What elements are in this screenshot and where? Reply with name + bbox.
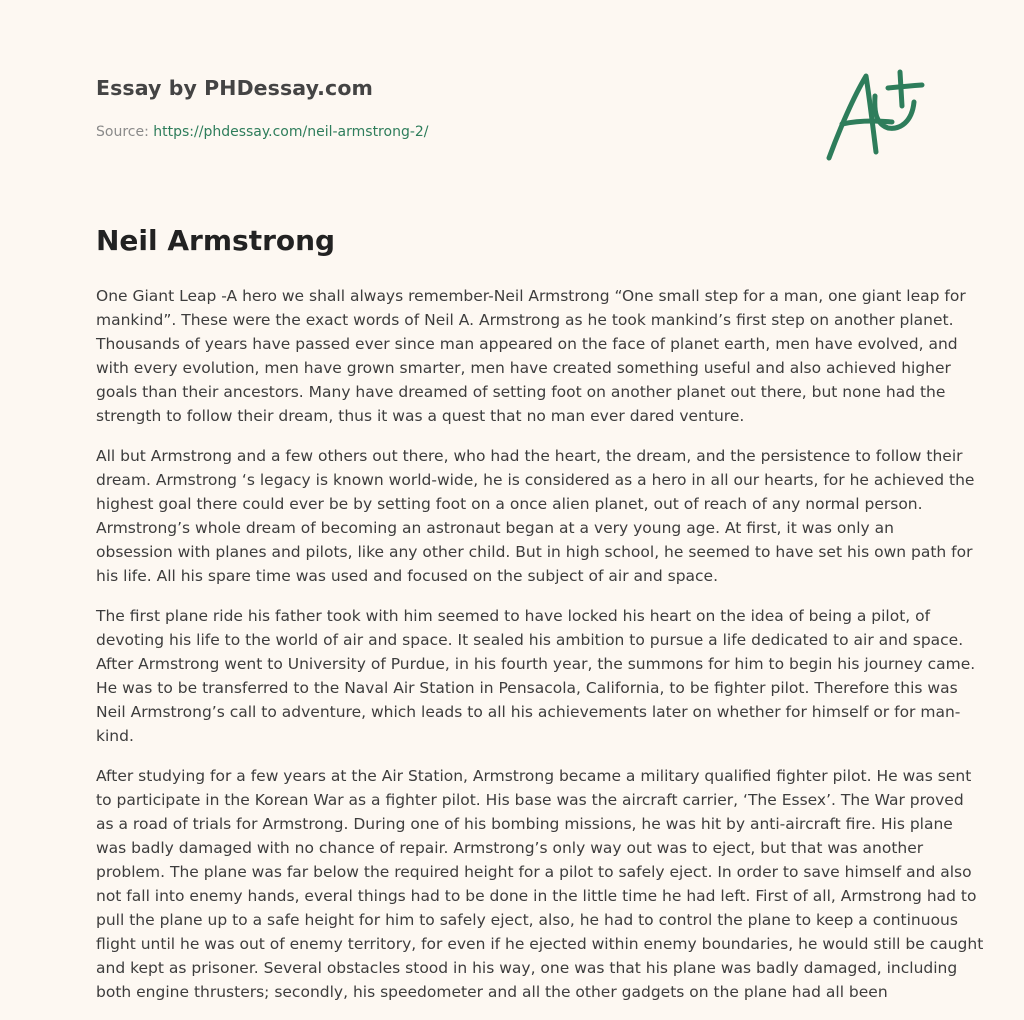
essay-paragraph: [96, 764, 984, 1004]
site-title: Essay by PHDessay.com: [96, 76, 373, 100]
paragraph-line: Armstrong’s whole dream of becoming an astronaut began at a very young age. At first, it was only an: [96, 519, 894, 537]
essay-paragraph: [96, 604, 976, 748]
source-link[interactable]: https://phdessay.com/neil-armstrong-2/: [153, 124, 429, 140]
paragraph-line: Thousands of years have passed ever since man appeared on the face of planet earth, men have evolved, and: [96, 335, 958, 353]
paragraph-line: flight until he was out of enemy territory, for even if he ejected within enemy boundaries, he would still be caught: [96, 935, 984, 953]
paragraph-line: mankind”. These were the exact words of Neil A. Armstrong as he took mankind’s first step on another planet.: [96, 311, 954, 329]
paragraph-line: After Armstrong went to University of Purdue, in his fourth year, the summons for him to begin his journey came.: [96, 655, 976, 673]
essay-paragraph: [96, 284, 966, 428]
paragraph-line: dream. Armstrong ‘s legacy is known world-wide, he is considered as a hero in all our hearts, for he achieved the: [96, 471, 975, 489]
paragraph-line: The first plane ride his father took with him seemed to have locked his heart on the idea of being a pilot, of: [96, 607, 931, 625]
paragraph-line: to participate in the Korean War as a fighter pilot. His base was the aircraft carrier, ‘The Essex’. The War proved: [96, 791, 964, 809]
source-label: Source:: [96, 124, 149, 140]
paragraph-line: He was to be transferred to the Naval Air Station in Pensacola, California, to be fighter pilot. Therefore this was: [96, 679, 958, 697]
paragraph-line: was badly damaged with no chance of repair. Armstrong’s only way out was to eject, but that was another: [96, 839, 924, 857]
essay-paragraph: [96, 444, 975, 588]
paragraph-line: problem. The plane was far below the required height for a pilot to safely eject. In order to save himself and also: [96, 863, 972, 881]
paragraph-line: strength to follow their dream, thus it was a quest that no man ever dared venture.: [96, 407, 745, 425]
paragraph-line: as a road of trials for Armstrong. During one of his bombing missions, he was hit by anti-aircraft fire. His plane: [96, 815, 953, 833]
paragraph-line: obsession with planes and pilots, like any other child. But in high school, he seemed to have set his own path for: [96, 543, 973, 561]
paragraph-line: One Giant Leap -A hero we shall always remember-Neil Armstrong “One small step for a man, one giant leap for: [96, 287, 966, 305]
essay-title: Neil Armstrong: [96, 224, 336, 257]
paragraph-line: not fall into enemy hands, everal things had to be done in the little time he had left. First of all, Armstrong had to: [96, 887, 977, 905]
paragraph-line: with every evolution, men have grown smarter, men have created something useful and also achieved higher: [96, 359, 951, 377]
paragraph-line: highest goal there could ever be by setting foot on a once alien planet, out of reach of any normal person.: [96, 495, 923, 513]
a-plus-logo-graphic: [818, 66, 928, 166]
paragraph-line: Neil Armstrong’s call to adventure, which leads to all his achievements later on whether for himself or for man-: [96, 703, 961, 721]
paragraph-line: kind.: [96, 727, 134, 745]
paragraph-line: both engine thrusters; secondly, his speedometer and all the other gadgets on the plane had all been: [96, 983, 888, 1001]
paragraph-line: goals than their ancestors. Many have dreamed of setting foot on another planet out there, but none had the: [96, 383, 946, 401]
paragraph-line: After studying for a few years at the Air Station, Armstrong became a military qualified fighter pilot. He was sent: [96, 767, 972, 785]
paragraph-line: pull the plane up to a safe height for him to safely eject, also, he had to control the plane to keep a continuous: [96, 911, 958, 929]
paragraph-line: devoting his life to the world of air and space. It sealed his ambition to pursue a life dedicated to air and space.: [96, 631, 964, 649]
paragraph-line: his life. All his spare time was used and focused on the subject of air and space.: [96, 567, 719, 585]
essay-body: [96, 284, 984, 1020]
source-line: [96, 124, 429, 140]
a-plus-grade-icon: [818, 66, 928, 166]
paragraph-line: All but Armstrong and a few others out there, who had the heart, the dream, and the persistence to follow their: [96, 447, 963, 465]
paragraph-line: and kept as prisoner. Several obstacles stood in his way, one was that his plane was badly damaged, including: [96, 959, 958, 977]
